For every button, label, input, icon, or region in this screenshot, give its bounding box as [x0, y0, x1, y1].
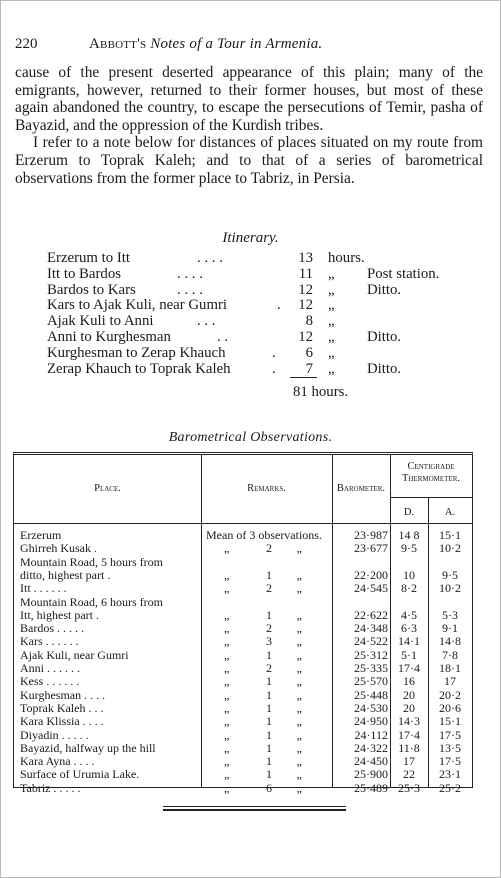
itinerary-unit: „: [328, 328, 335, 345]
ditto-mark: „: [224, 621, 230, 636]
observations-title: Barometrical Observations.: [168, 430, 333, 445]
itinerary-hours: 12: [298, 281, 313, 298]
table-row: [14, 689, 472, 702]
cell-place: Kurghesman . . . .: [20, 687, 106, 702]
header-place: Place.: [94, 483, 121, 494]
table-row: [14, 649, 472, 662]
cell-remarks-count: 1: [266, 754, 272, 769]
ditto-mark: „: [224, 541, 230, 556]
cell-barometer: 25·570: [354, 674, 388, 689]
ditto-mark: „: [224, 780, 230, 795]
table-row: [14, 542, 472, 555]
cell-thermo-a: 9·1: [442, 621, 458, 636]
cell-thermo-d: 17: [403, 754, 415, 769]
itinerary-route: Kars to Ajak Kuli, near Gumri: [47, 297, 227, 314]
ditto-mark: „: [296, 754, 302, 769]
cell-thermo-d: 17·4: [398, 661, 420, 675]
itinerary-hours: 7: [305, 360, 313, 377]
cell-barometer: 25·312: [354, 647, 388, 662]
ditto-mark: „: [296, 621, 302, 636]
cell-place: Itt . . . . . .: [20, 581, 67, 596]
cell-thermo-a: 17: [444, 674, 456, 689]
observations-table: [13, 452, 473, 795]
cell-remarks-count: 1: [266, 607, 272, 622]
cell-barometer: 24·522: [354, 634, 388, 649]
ditto-mark: „: [224, 740, 230, 755]
cell-barometer: 24·112: [354, 727, 388, 742]
itinerary-route: Bardos to Kars: [47, 281, 136, 298]
ditto-mark: „: [296, 714, 302, 729]
cell-place: Kara Ayna . . . .: [20, 754, 95, 769]
itinerary-sum-rule: [290, 377, 317, 378]
running-title-book: Notes of a Tour in Armenia.: [150, 36, 323, 52]
ditto-mark: „: [296, 740, 302, 755]
itinerary-route: Anni to Kurghesman: [47, 328, 171, 345]
itinerary-title: Itinerary.: [222, 230, 279, 246]
header-thermometer: Centigrade Thermometer.: [401, 461, 461, 484]
ditto-mark: „: [224, 767, 230, 782]
cell-thermo-d: 17·4: [398, 727, 420, 742]
cell-thermo-a: 15·1: [439, 528, 461, 542]
cell-thermo-d: 14·3: [398, 714, 420, 729]
cell-thermo-a: 23·1: [439, 767, 461, 782]
cell-thermo-a: 10·2: [439, 541, 461, 556]
table-row: [14, 569, 472, 582]
cell-barometer: 24·950: [354, 714, 388, 729]
itinerary-leader-dots: . . .: [197, 313, 216, 330]
table-row: [14, 675, 472, 688]
cell-thermo-d: 22: [403, 767, 415, 782]
table-row: [14, 768, 472, 781]
table-row: [14, 715, 472, 728]
page-number: 220: [15, 36, 38, 52]
table-row: [14, 609, 472, 622]
cell-thermo-a: 5·3: [442, 607, 458, 622]
itinerary-hours: 12: [298, 297, 313, 314]
cell-barometer: 25·900: [354, 767, 388, 782]
table-row: [14, 782, 472, 795]
cell-thermo-a: 15·1: [439, 714, 461, 729]
itinerary-leader-dots: .: [272, 360, 276, 377]
itinerary-unit: „: [328, 313, 335, 330]
cell-barometer: 25·335: [354, 661, 388, 675]
ditto-mark: „: [296, 647, 302, 662]
itinerary-route: Erzerum to Itt: [47, 250, 130, 266]
ditto-mark: „: [224, 714, 230, 729]
cell-place: Mountain Road, 6 hours from: [20, 594, 163, 609]
ditto-mark: „: [296, 767, 302, 782]
ditto-mark: „: [224, 661, 230, 675]
itinerary-leader-dots: . . . .: [177, 281, 203, 298]
cell-thermo-d: 9·5: [401, 541, 417, 556]
cell-remarks-text: Mean of 3 observations.: [206, 528, 322, 542]
cell-place: Bardos . . . . .: [20, 621, 84, 636]
header-d: D.: [403, 507, 415, 518]
ditto-mark: „: [224, 567, 230, 582]
cell-thermo-a: 10·2: [439, 581, 461, 596]
table-row: [14, 729, 472, 742]
cell-thermo-d: 11·8: [398, 740, 420, 755]
itinerary-hours: 12: [298, 328, 313, 345]
header-rule: [14, 523, 472, 524]
cell-thermo-a: 25·2: [439, 780, 461, 795]
cell-thermo-a: 17·5: [439, 727, 461, 742]
itinerary-unit: „: [328, 360, 335, 377]
cell-thermo-d: 5·1: [401, 647, 417, 662]
ditto-mark: „: [224, 674, 230, 689]
itinerary-note: Ditto.: [367, 281, 402, 298]
cell-thermo-a: 14·8: [439, 634, 461, 649]
cell-thermo-d: 10: [403, 567, 415, 582]
ditto-mark: „: [296, 661, 302, 675]
itinerary-route: Kurghesman to Zerap Khauch: [47, 344, 226, 361]
table-row: [14, 556, 472, 569]
table-row: [14, 702, 472, 715]
cell-place: Ghirreh Kusak .: [20, 541, 97, 556]
itinerary-unit: hours.: [328, 250, 365, 266]
table-row: [14, 529, 472, 542]
header-remarks: Remarks.: [247, 483, 286, 494]
itinerary-unit: „: [328, 281, 335, 298]
body-text: [15, 64, 483, 187]
itinerary-leader-dots: . . . .: [177, 265, 203, 282]
ditto-mark: „: [296, 727, 302, 742]
cell-remarks-count: 1: [266, 647, 272, 662]
cell-place: Kars . . . . . .: [20, 634, 79, 649]
cell-thermo-a: 17·5: [439, 754, 461, 769]
cell-remarks-count: 1: [266, 687, 272, 702]
itinerary-route: Ajak Kuli to Anni: [47, 313, 154, 330]
cell-place: Tabriz . . . . .: [20, 780, 81, 795]
cell-barometer: 24·530: [354, 700, 388, 715]
cell-remarks-count: 1: [266, 740, 272, 755]
table-row: [14, 582, 472, 595]
cell-thermo-a: 20·2: [439, 687, 461, 702]
cell-place: Kara Klissia . . . .: [20, 714, 104, 729]
table-row: [14, 662, 472, 675]
itinerary-note: Ditto.: [367, 328, 402, 345]
ditto-mark: „: [224, 581, 230, 596]
cell-thermo-a: 7·8: [442, 647, 458, 662]
cell-barometer: 23·987: [354, 528, 388, 542]
ditto-mark: „: [224, 700, 230, 715]
itinerary-hours: 8: [305, 313, 313, 330]
itinerary-hours: 13: [298, 250, 313, 266]
running-header: [15, 36, 483, 56]
cell-thermo-d: 4·5: [401, 607, 417, 622]
cell-place: ditto, highest part .: [20, 567, 111, 582]
ditto-mark: „: [224, 647, 230, 662]
cell-thermo-a: 20·6: [439, 700, 461, 715]
itinerary-route: Zerap Khauch to Toprak Kaleh: [47, 360, 231, 377]
cell-barometer: 25·489: [354, 780, 388, 795]
ditto-mark: „: [224, 687, 230, 702]
ditto-mark: „: [296, 541, 302, 556]
cell-remarks-count: 2: [266, 541, 272, 556]
cell-thermo-d: 16: [403, 674, 415, 689]
itinerary-note: Ditto.: [367, 360, 402, 377]
cell-remarks-count: 3: [266, 634, 272, 649]
cell-thermo-d: 20: [403, 687, 415, 702]
cell-thermo-d: 25·3: [398, 780, 420, 795]
ditto-mark: „: [296, 607, 302, 622]
ditto-mark: „: [296, 567, 302, 582]
thermo-rule: [390, 497, 472, 498]
itinerary-hours: 11: [298, 265, 313, 282]
cell-place: Toprak Kaleh . . .: [20, 700, 104, 715]
cell-place: Mountain Road, 5 hours from: [20, 554, 163, 569]
ditto-mark: „: [296, 780, 302, 795]
closing-rule: [163, 809, 346, 811]
table-row: [14, 635, 472, 648]
itinerary-note: Post station.: [367, 265, 440, 282]
header-barometer: Barometer.: [336, 483, 386, 494]
cell-place: Surface of Urumia Lake.: [20, 767, 140, 782]
cell-remarks-count: 2: [266, 661, 272, 675]
paragraph-2: I refer to a note below for distances of places situated on my route from Erzerum to Toprak Kaleh; and to that of a series of barometrical observations from the former place to Tabriz, in Persia.: [15, 134, 483, 187]
cell-remarks-count: 1: [266, 674, 272, 689]
itinerary-total: 81 hours.: [293, 384, 349, 400]
cell-place: Itt, highest part .: [20, 607, 99, 622]
cell-remarks-count: 6: [266, 780, 272, 795]
cell-barometer: 22·622: [354, 607, 388, 622]
cell-remarks-count: 1: [266, 714, 272, 729]
cell-thermo-d: 20: [403, 700, 415, 715]
cell-place: Bayazid, halfway up the hill: [20, 740, 156, 755]
cell-thermo-d: 8·2: [401, 581, 417, 596]
running-title: [89, 36, 322, 53]
itinerary-unit: „: [328, 344, 335, 361]
table-row: [14, 755, 472, 768]
running-title-author: Abbott's: [89, 36, 147, 52]
closing-rule: [163, 806, 346, 807]
cell-remarks-count: 2: [266, 621, 272, 636]
ditto-mark: „: [224, 727, 230, 742]
cell-barometer: 22·200: [354, 567, 388, 582]
ditto-mark: „: [296, 581, 302, 596]
cell-barometer: 24·322: [354, 740, 388, 755]
cell-thermo-d: 14 8: [398, 528, 420, 542]
cell-thermo-d: 6·3: [401, 621, 417, 636]
cell-barometer: 23·677: [354, 541, 388, 556]
cell-place: Ajak Kuli, near Gumri: [20, 647, 129, 662]
itinerary-leader-dots: .: [277, 297, 281, 314]
cell-remarks-count: 1: [266, 700, 272, 715]
table-row: [14, 742, 472, 755]
cell-place: Diyadin . . . . .: [20, 727, 89, 742]
ditto-mark: „: [296, 700, 302, 715]
paragraph-1: cause of the present deserted appearance of this plain; many of the emigrants, however, returned to their former houses, but most of these again abandoned the country, to escape the persecutions of Temir, pasha of Bayazid, and the oppression of the Kurdish tribes.: [15, 64, 483, 134]
itinerary-leader-dots: . . . .: [197, 250, 223, 266]
cell-place: Anni . . . . . .: [20, 661, 80, 675]
ditto-mark: „: [296, 634, 302, 649]
cell-barometer: 24·545: [354, 581, 388, 596]
table-row: [14, 596, 472, 609]
header-a: A.: [444, 507, 456, 518]
cell-barometer: 25·448: [354, 687, 388, 702]
cell-barometer: 24·348: [354, 621, 388, 636]
ditto-mark: „: [224, 754, 230, 769]
itinerary-hours: 6: [305, 344, 313, 361]
table-row: [14, 622, 472, 635]
cell-remarks-count: 1: [266, 567, 272, 582]
ditto-mark: „: [296, 674, 302, 689]
ditto-mark: „: [296, 687, 302, 702]
cell-remarks-count: 1: [266, 727, 272, 742]
itinerary-unit: „: [328, 265, 335, 282]
cell-place: Kess . . . . . .: [20, 674, 80, 689]
cell-remarks-count: 2: [266, 581, 272, 596]
cell-thermo-d: 14·1: [398, 634, 420, 649]
cell-thermo-a: 9·5: [442, 567, 458, 582]
itinerary-leader-dots: .: [272, 344, 276, 361]
cell-remarks-count: 1: [266, 767, 272, 782]
cell-place: Erzerum: [20, 528, 62, 542]
itinerary-leader-dots: . .: [217, 328, 229, 345]
cell-thermo-a: 18·1: [439, 661, 461, 675]
itinerary-unit: „: [328, 297, 335, 314]
itinerary-route: Itt to Bardos: [47, 265, 121, 282]
ditto-mark: „: [224, 607, 230, 622]
cell-barometer: 24·450: [354, 754, 388, 769]
ditto-mark: „: [224, 634, 230, 649]
cell-thermo-a: 13·5: [439, 740, 461, 755]
